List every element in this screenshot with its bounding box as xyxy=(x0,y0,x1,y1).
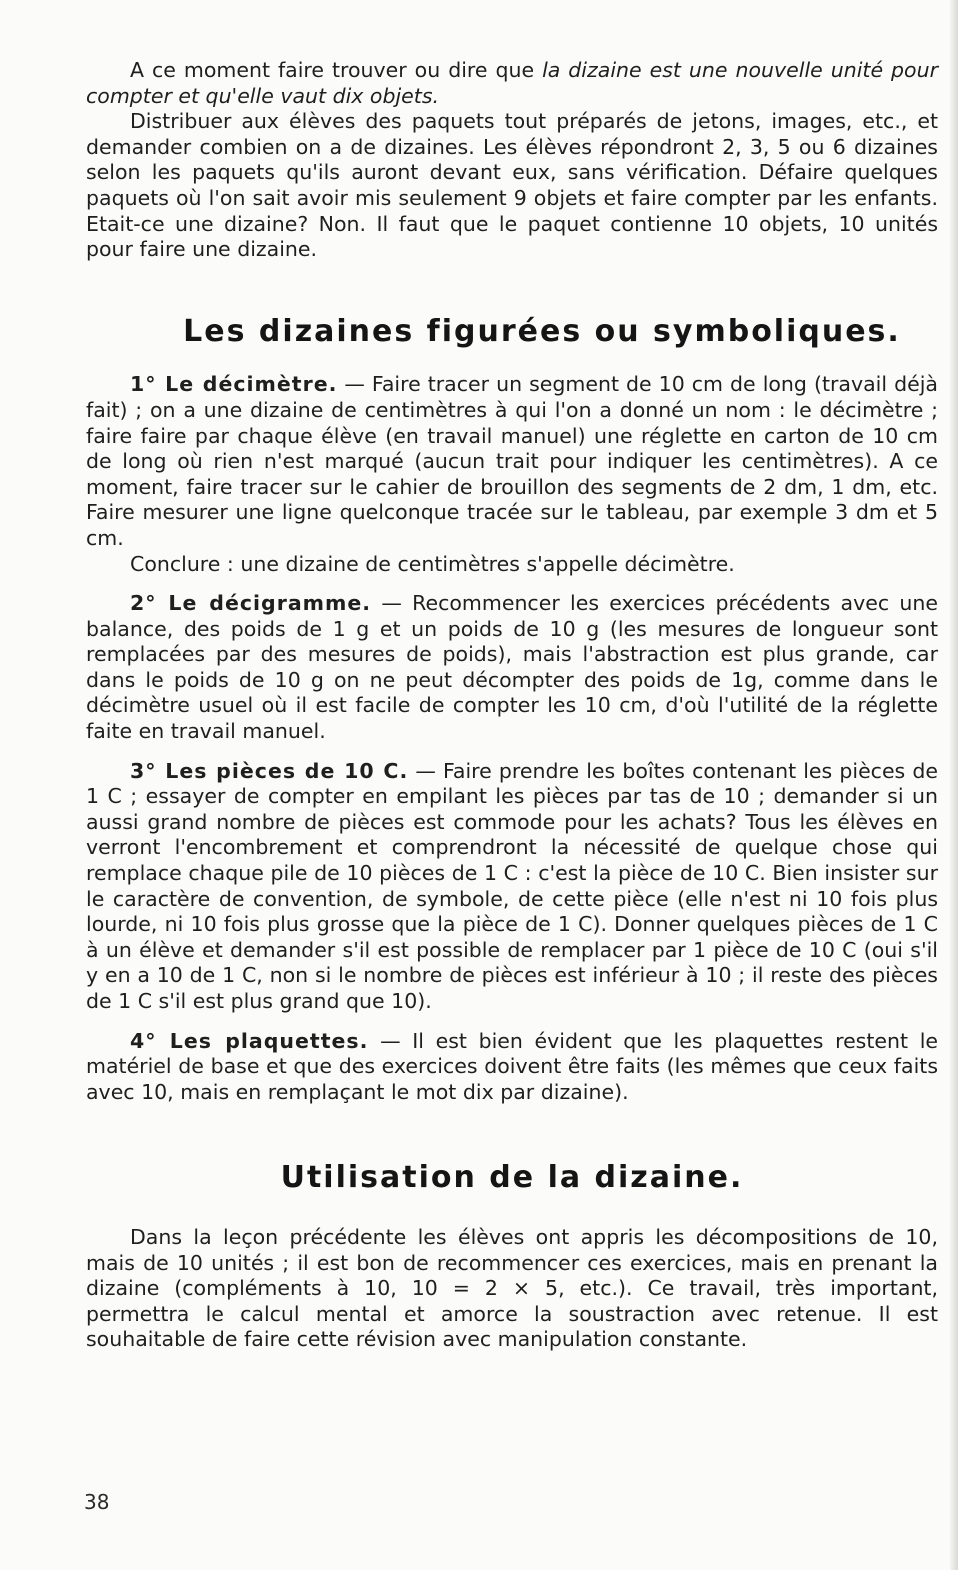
intro-emphasis: la dizaine est une nouvelle unité pour compter et qu'elle vaut dix objets. xyxy=(86,58,938,108)
item-text: — Faire prendre les boîtes contenant les pièces de 1 C ; essayer de compter en empilant les pièces par tas de 10 ; demander si un aussi grand nombre de pièces est commode pour les achats? Tous les élèves en verront l'encombrement et comprendront la nécessité de quelque chose qui remplace chaque pile de 10 pièces de 1 C : c'est la pièce de 10 C. Bien insister sur le caractère de convention, de symbole, de cette pièce (elle n'est ni 10 fois plus lourde, ni 10 fois plus grosse que la pièce de 1 C). Donner quelques pièces de 1 C à un élève et demander s'il est possible de remplacer par 1 pièce de 10 C (oui s'il y en a 10 de 1 C, non si le nombre de pièces est inférieur à 10 ; il reste des pièces de 1 C s'il est plus grand que 10). xyxy=(86,758,938,1013)
page-edge-shadow xyxy=(950,0,958,1570)
section-heading-symbolic-tens: Les dizaines figurées ou symboliques. xyxy=(183,313,901,349)
item-lead: 1° Le décimètre. xyxy=(130,372,338,397)
page-body xyxy=(86,58,938,1353)
intro-paragraph-1 xyxy=(86,58,938,109)
page-number: 38 xyxy=(84,1490,110,1514)
item-text: — Faire tracer un segment de 10 cm de long (travail déjà fait) ; on a une dizaine de centimètres à qui l'on a donné un nom : le décimètre ; faire faire par chaque élève (en travail manuel) une réglette en carton de 10 cm de long où rien n'est marqué (aucun trait pour indiquer les centimètres). A ce moment, faire tracer sur le cahier de brouillon des segments de 2 dm, 1 dm, etc. Faire mesurer une ligne quelconque tracée sur le tableau, par exemple 3 dm et 5 cm. xyxy=(86,372,938,550)
item-decimetre xyxy=(86,372,938,551)
item-lead: 4° Les plaquettes. xyxy=(130,1028,369,1053)
item-text: — Recommencer les exercices précédents avec une balance, des poids de 1 g et un poids de 10 g (les mesures de longueur sont remplacées par des mesures de poids), mais l'abstraction est plus grande, car dans le poids de 10 g on ne peut décompter des poids de 1g, comme dans le décimètre usuel où il est facile de compter les 10 cm, d'où l'utilité de la réglette faite en travail manuel. xyxy=(86,591,939,744)
item-text: Conclure : une dizaine de centimètres s'appelle décimètre. xyxy=(130,551,735,576)
item-lead: 3° Les pièces de 10 C. xyxy=(130,758,409,783)
item-pieces xyxy=(86,759,938,1015)
item-decigramme xyxy=(86,591,938,745)
item-text: — Il est bien évident que les plaquettes restent le matériel de base et que des exercices doivent être faits (les mêmes que ceux faits avec 10, mais en remplaçant le mot dix par dizaine). xyxy=(86,1028,939,1104)
section2-paragraph: Dans la leçon précédente les élèves ont appris les décompositions de 10, mais de 10 unités ; il est bon de recommencer ces exercices, mais en prenant la dizaine (compléments à 10, 10 = 2 × 5, etc.). Ce travail, très important, permettra le calcul mental et amorce la soustraction avec retenue. Il est souhaitable de faire cette révision avec manipulation constante. xyxy=(86,1224,938,1352)
section-heading-using-tens: Utilisation de la dizaine. xyxy=(280,1160,744,1196)
intro-text: A ce moment faire trouver ou dire que xyxy=(130,58,543,82)
item-lead: 2° Le décigramme. xyxy=(130,591,372,616)
item-conclusion xyxy=(86,552,938,578)
item-plaquettes xyxy=(86,1029,938,1106)
intro-paragraph-2: Distribuer aux élèves des paquets tout préparés de jetons, images, etc., et demander combien on a de dizaines. Les élèves répondront 2, 3, 5 ou 6 dizaines selon les paquets qu'ils auront devant eux, sans vérification. Défaire quelques paquets où l'on sait avoir mis seulement 9 objets et faire compter par les enfants. Etait-ce une dizaine? Non. Il faut que le paquet contienne 10 objets, 10 unités pour faire une dizaine. xyxy=(86,109,938,262)
